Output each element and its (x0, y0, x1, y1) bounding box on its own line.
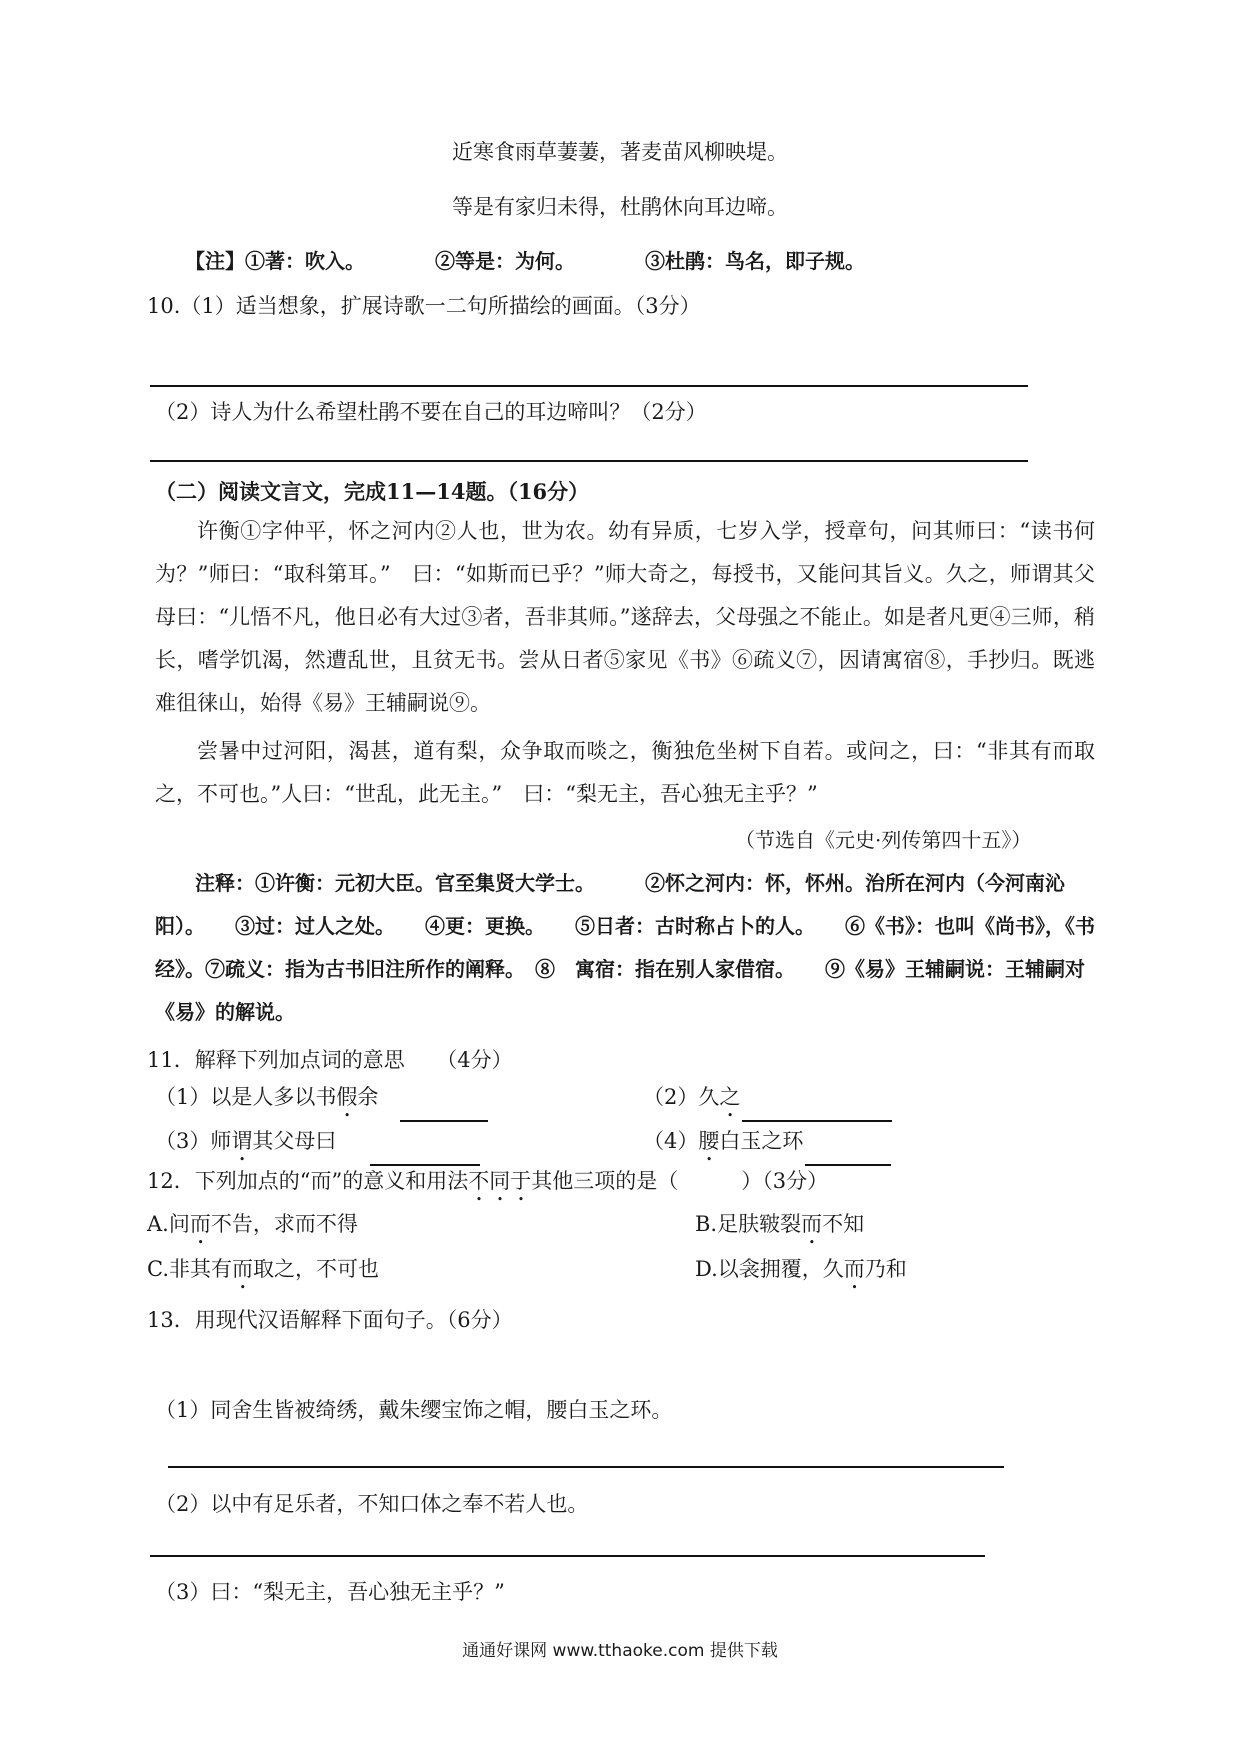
q12-option-a[interactable] (147, 1210, 358, 1249)
q12-option-a-pre: A.问 (147, 1212, 190, 1236)
q12-option-c-pre: C.非其有 (147, 1257, 232, 1281)
q11-item-4-blank[interactable] (805, 1144, 891, 1166)
q11-item-3-post: 其父母曰 (252, 1129, 337, 1153)
q11-item-1-blank[interactable] (400, 1100, 488, 1122)
q11-item-1-dotted-word: 假 (336, 1085, 358, 1109)
q12-option-a-post: 不告，求而不得 (210, 1212, 358, 1236)
q10-part2: （2）诗人为什么希望杜鹃不要在自己的耳边啼叫？（2分） (155, 400, 707, 424)
q12-option-d-post: 乃和 (864, 1257, 907, 1281)
q11-item-2-blank[interactable] (742, 1100, 892, 1122)
q11-item-2-pre: （2）久 (643, 1085, 720, 1109)
q11-item-1-post: 余 (357, 1085, 379, 1109)
q12-option-c[interactable] (147, 1255, 379, 1294)
q11-stem: 11．解释下列加点词的意思 （4分） (147, 1048, 513, 1072)
passage-source: （节选自《元史·列传第四十五》） (735, 828, 1032, 852)
q12-stem-pre: 12．下列加点的“而”的意义和用法 (147, 1169, 469, 1193)
poem-note: 【注】①著：吹入。 ②等是：为何。 ③杜鹃：鸟名，即子规。 (185, 249, 865, 273)
q12-stem-dotted: 不同于 (468, 1169, 532, 1193)
answer-line-q10-1[interactable] (150, 385, 1028, 387)
q11-item-4 (643, 1127, 891, 1166)
answer-line-q13-2[interactable] (150, 1555, 985, 1557)
answer-line-q10-2[interactable] (150, 460, 1028, 462)
q12-option-d-dotted: 而 (843, 1257, 865, 1281)
passage-paragraph-2: 尝暑中过河阳，渴甚，道有梨，众争取而啖之，衡独危坐树下自若。或问之，曰：“非其有而取之，不可也。”人曰：“世乱，此无主。” 曰：“梨无主，吾心独无主乎？” (155, 739, 1095, 806)
q12-option-a-dotted: 而 (189, 1212, 211, 1236)
q12-option-b-dotted: 而 (801, 1212, 823, 1236)
q12-option-b-post: 不知 (822, 1212, 865, 1236)
q13-sentence-3: （3）曰：“梨无主，吾心独无主乎？” (155, 1580, 505, 1604)
page-footer: 通通好课网 www.tthaoke.com 提供下载 (462, 1641, 778, 1661)
q11-item-3-dotted-word: 谓 (231, 1129, 253, 1153)
annotations: 注释：①许衡：元初大臣。官至集贤大学士。 ②怀之河内：怀，怀州。治所在河内（今河南沁阳）。 ③过：过人之处。 ④更：更换。 ⑤日者：古时称占卜的人。 ⑥《书》：也叫《尚书》，《书经》。⑦疏义：指为古书旧注所作的阐释。 ⑧ 寓宿：指在别人家借宿。 ⑨《易》王辅嗣说：王辅嗣对《易》的解说。 (155, 871, 1095, 1024)
q12-option-b-pre: B.足肤皲裂 (695, 1212, 802, 1236)
q13-sentence-2: （2）以中有足乐者，不知口体之奉不若人也。 (155, 1492, 589, 1516)
section2-heading: （二）阅读文言文，完成11—14题。（16分） (155, 479, 590, 504)
q13-sentence-1: （1）同舍生皆被绮绣，戴朱缨宝饰之帽，腰白玉之环。 (155, 1398, 673, 1422)
q11-item-1 (155, 1083, 488, 1122)
q11-item-3-blank[interactable] (370, 1144, 480, 1166)
q12-option-c-post: 取之，不可也 (253, 1257, 379, 1281)
q11-item-1-pre: （1）以是人多以书 (155, 1085, 337, 1109)
q11-item-3 (155, 1127, 480, 1166)
poem-line-1: 近寒食雨草萋萋，著麦苗风柳映堤。 (452, 140, 788, 164)
q12-stem-post: 其他三项的是（ ）（3分） (531, 1169, 829, 1193)
q11-item-2-dotted-word: 之 (719, 1085, 741, 1109)
q11-item-4-dotted-word: 腰 (698, 1129, 720, 1153)
q10-part1: 10.（1）适当想象，扩展诗歌一二句所描绘的画面。（3分） (147, 294, 701, 318)
answer-line-q13-1[interactable] (168, 1466, 1004, 1468)
q11-item-3-pre: （3）师 (155, 1129, 232, 1153)
passage-paragraph-1: 许衡①字仲平，怀之河内②人也，世为农。幼有异质，七岁入学，授章句，问其师曰：“读书何为？”师曰：“取科第耳。” 曰：“如斯而已乎？”师大奇之，每授书，又能问其旨义。久之，师谓其父母曰：“儿悟不凡，他日必有大过③者，吾非其师。”遂辞去，父母强之不能止。如是者凡更④三师，稍长，嗜学饥渴，然遭乱世，且贫无书。尝从日者⑤家见《书》⑥疏义⑦，因请寓宿⑧，手抄归。既逃难徂徕山，始得《易》王辅嗣说⑨。 (155, 519, 1095, 715)
poem-line-2: 等是有家归未得，杜鹃休向耳边啼。 (452, 195, 788, 219)
q12-option-d-pre: D.以衾拥覆，久 (695, 1257, 844, 1281)
q13-stem: 13．用现代汉语解释下面句子。（6分） (147, 1308, 513, 1332)
q11-item-4-pre: （4） (643, 1129, 699, 1153)
q12-option-b[interactable] (695, 1210, 864, 1249)
q12-stem (147, 1167, 828, 1206)
q12-option-c-dotted: 而 (232, 1257, 253, 1281)
q11-item-4-post: 白玉之环 (719, 1129, 804, 1153)
q12-option-d[interactable] (695, 1255, 907, 1294)
q11-item-2 (643, 1083, 892, 1122)
